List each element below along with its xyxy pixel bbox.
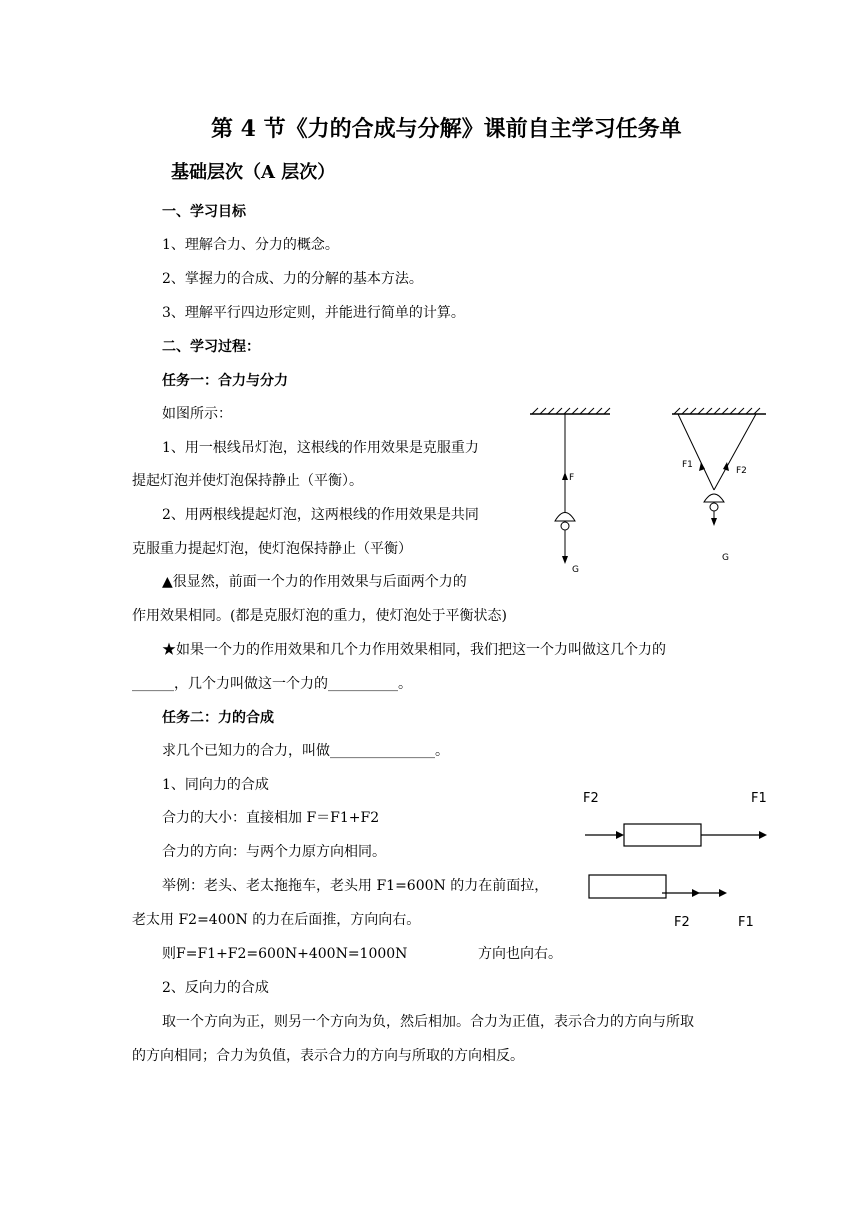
gravity-label: G: [572, 565, 579, 575]
paragraph: 举例：老头、老太拖拖车，老头用 F1=600N 的力在前面拉，: [162, 878, 549, 894]
lamp-shade: [704, 494, 724, 502]
paragraph: 取一个方向为正，则另一个方向为负，然后相加。合力为正值，表示合力的方向与所取: [162, 1014, 694, 1030]
paragraph: 合力的方向：与两个力原方向相同。: [162, 844, 386, 860]
force-label-f1: F1: [738, 915, 754, 930]
f2-arrowhead: [692, 889, 700, 897]
paragraph: 合力的大小：直接相加 F＝F1+F2: [162, 810, 380, 826]
paragraph: 2、反向力的合成: [162, 980, 269, 996]
gravity-arrow: [711, 518, 717, 526]
definition-fill-blank: ★如果一个力的作用效果和几个力作用效果相同，我们把这一个力叫做这几个力的: [162, 642, 666, 658]
cart-box: [589, 875, 666, 898]
pull-arrowhead: [759, 831, 767, 839]
goal-item: 1、理解合力、分力的概念。: [162, 237, 339, 253]
task-heading: 任务一：合力与分力: [162, 373, 288, 389]
definition-fill-blank: ______，几个力叫做这一个力的__________。: [132, 676, 412, 692]
level-heading: 基础层次（A 层次）: [171, 162, 336, 183]
lamp-bulb: [710, 503, 718, 511]
paragraph: 作用效果相同。(都是克服灯泡的重力，使灯泡处于平衡状态): [132, 608, 507, 624]
paragraph: 提起灯泡并使灯泡保持静止（平衡）。: [132, 473, 363, 489]
section-heading-goals: 一、学习目标: [162, 204, 246, 220]
lamp-bulb: [561, 522, 569, 530]
force-label-f2: F2: [583, 791, 599, 806]
lamp-shade: [555, 513, 575, 522]
ceiling-hatch: [532, 408, 610, 414]
push-arrowhead: [616, 831, 624, 839]
force-label-f1: F1: [682, 460, 693, 470]
goal-item: 2、掌握力的合成、力的分解的基本方法。: [162, 271, 423, 287]
ceiling-hatch: [674, 408, 760, 414]
gravity-label: G: [722, 553, 729, 563]
f1-arrowhead: [719, 889, 727, 897]
force-label-f2: F2: [736, 466, 747, 476]
lamp-force-figure: [520, 400, 780, 585]
force-label-f: F: [569, 473, 575, 483]
force-label-f2: F2: [674, 915, 690, 930]
section-heading-process: 二、学习过程：: [162, 339, 260, 355]
paragraph: 1、同向力的合成: [162, 777, 269, 793]
calculation-direction: 方向也向右。: [478, 946, 562, 962]
gravity-arrow: [562, 556, 568, 564]
paragraph: 的方向相同；合力为负值，表示合力的方向与所取的方向相反。: [132, 1048, 524, 1064]
page-title: 第 4 节《力的合成与分解》课前自主学习任务单: [211, 116, 682, 142]
string-right: [714, 414, 756, 490]
paragraph: ▲很显然，前面一个力的作用效果与后面两个力的: [162, 574, 467, 590]
paragraph: 如图所示：: [162, 406, 232, 422]
paragraph: 2、用两根线提起灯泡，这两根线的作用效果是共同: [162, 507, 479, 523]
cart-box: [624, 824, 701, 846]
cart-force-figure: [578, 785, 778, 935]
paragraph: 求几个已知力的合力，叫做_______________。: [162, 743, 449, 759]
force-label-f1: F1: [751, 791, 767, 806]
calculation: 则F=F1+F2=600N+400N=1000N: [162, 946, 408, 962]
force-arrow-f2: [723, 462, 729, 471]
force-arrow-up: [562, 472, 568, 480]
goal-item: 3、理解平行四边形定则，并能进行简单的计算。: [162, 305, 465, 321]
paragraph: 老太用 F2=400N 的力在后面推，方向向右。: [132, 912, 421, 928]
string-left: [678, 414, 714, 490]
paragraph: 克服重力提起灯泡，使灯泡保持静止（平衡）: [132, 541, 412, 557]
task-heading: 任务二：力的合成: [162, 710, 274, 726]
paragraph: 1、用一根线吊灯泡，这根线的作用效果是克服重力: [162, 440, 479, 456]
